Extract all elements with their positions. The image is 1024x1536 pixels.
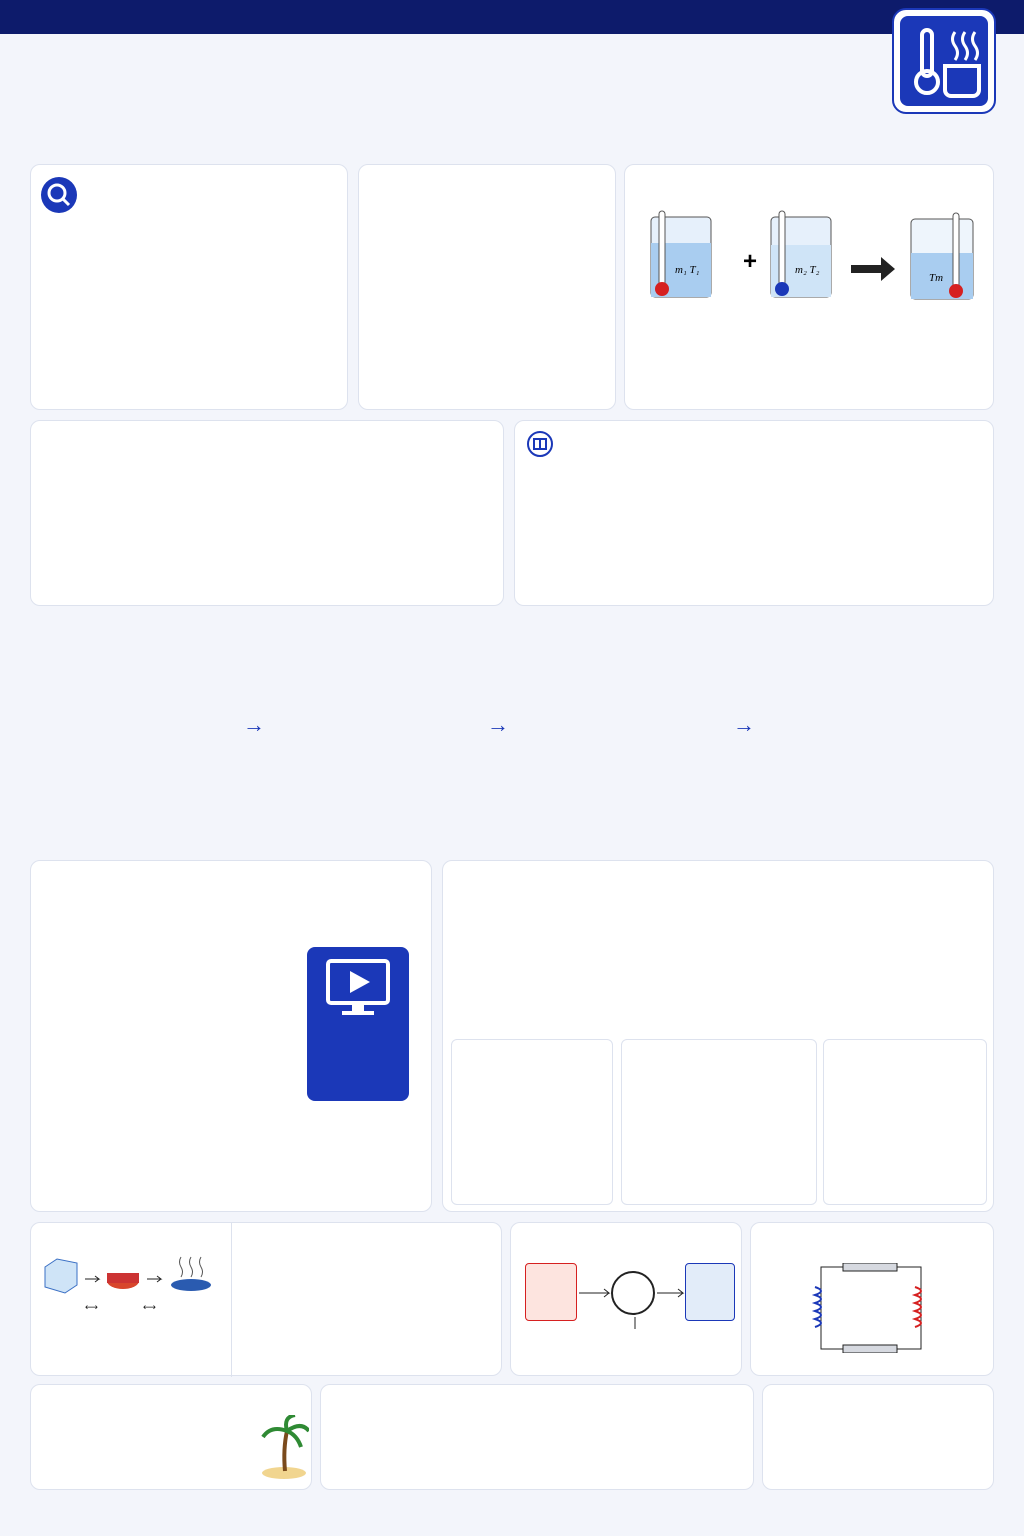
cold-reservoir bbox=[685, 1263, 735, 1321]
fridge-card bbox=[750, 1222, 994, 1376]
formulas-card bbox=[358, 164, 616, 410]
palm-island-icon bbox=[259, 1415, 309, 1481]
phase-change-illustration bbox=[41, 1253, 231, 1303]
formulas-legend bbox=[371, 361, 611, 403]
short-description-card bbox=[30, 164, 348, 410]
material-card bbox=[30, 860, 432, 1212]
insights-panel bbox=[823, 1039, 987, 1205]
subject-badge bbox=[0, 0, 1024, 34]
everyday-card bbox=[30, 1384, 312, 1490]
svg-text:+: + bbox=[743, 248, 758, 275]
fridge-cycle-diagram bbox=[801, 1263, 941, 1353]
monitor-play-icon bbox=[326, 959, 390, 1017]
thermometer-pot-logo-icon bbox=[892, 8, 996, 114]
svg-text:m₂ T₂: m₂ T₂ bbox=[795, 264, 820, 276]
differentiation-card bbox=[320, 1384, 754, 1490]
lens-chart-panel bbox=[621, 1039, 817, 1205]
experiment-card bbox=[624, 164, 994, 410]
competence-card bbox=[762, 1384, 994, 1490]
engine-card bbox=[510, 1222, 742, 1376]
lens-chart bbox=[622, 1060, 818, 1206]
key-terms-card bbox=[514, 420, 994, 606]
phases-transport-card: ⟷ ⟷ bbox=[30, 1222, 502, 1376]
product-description-card bbox=[30, 420, 504, 606]
magnifier-icon bbox=[41, 177, 77, 213]
calculation-panel bbox=[451, 1039, 613, 1205]
presentation-badge bbox=[307, 947, 409, 1101]
hot-reservoir bbox=[525, 1263, 577, 1321]
book-icon bbox=[527, 431, 553, 457]
mixing-experiment-illustration bbox=[635, 209, 985, 329]
svg-text:Tm: Tm bbox=[929, 272, 944, 284]
svg-text:m₁ T₁: m₁ T₁ bbox=[675, 264, 700, 276]
experiment-example-card bbox=[442, 860, 994, 1212]
